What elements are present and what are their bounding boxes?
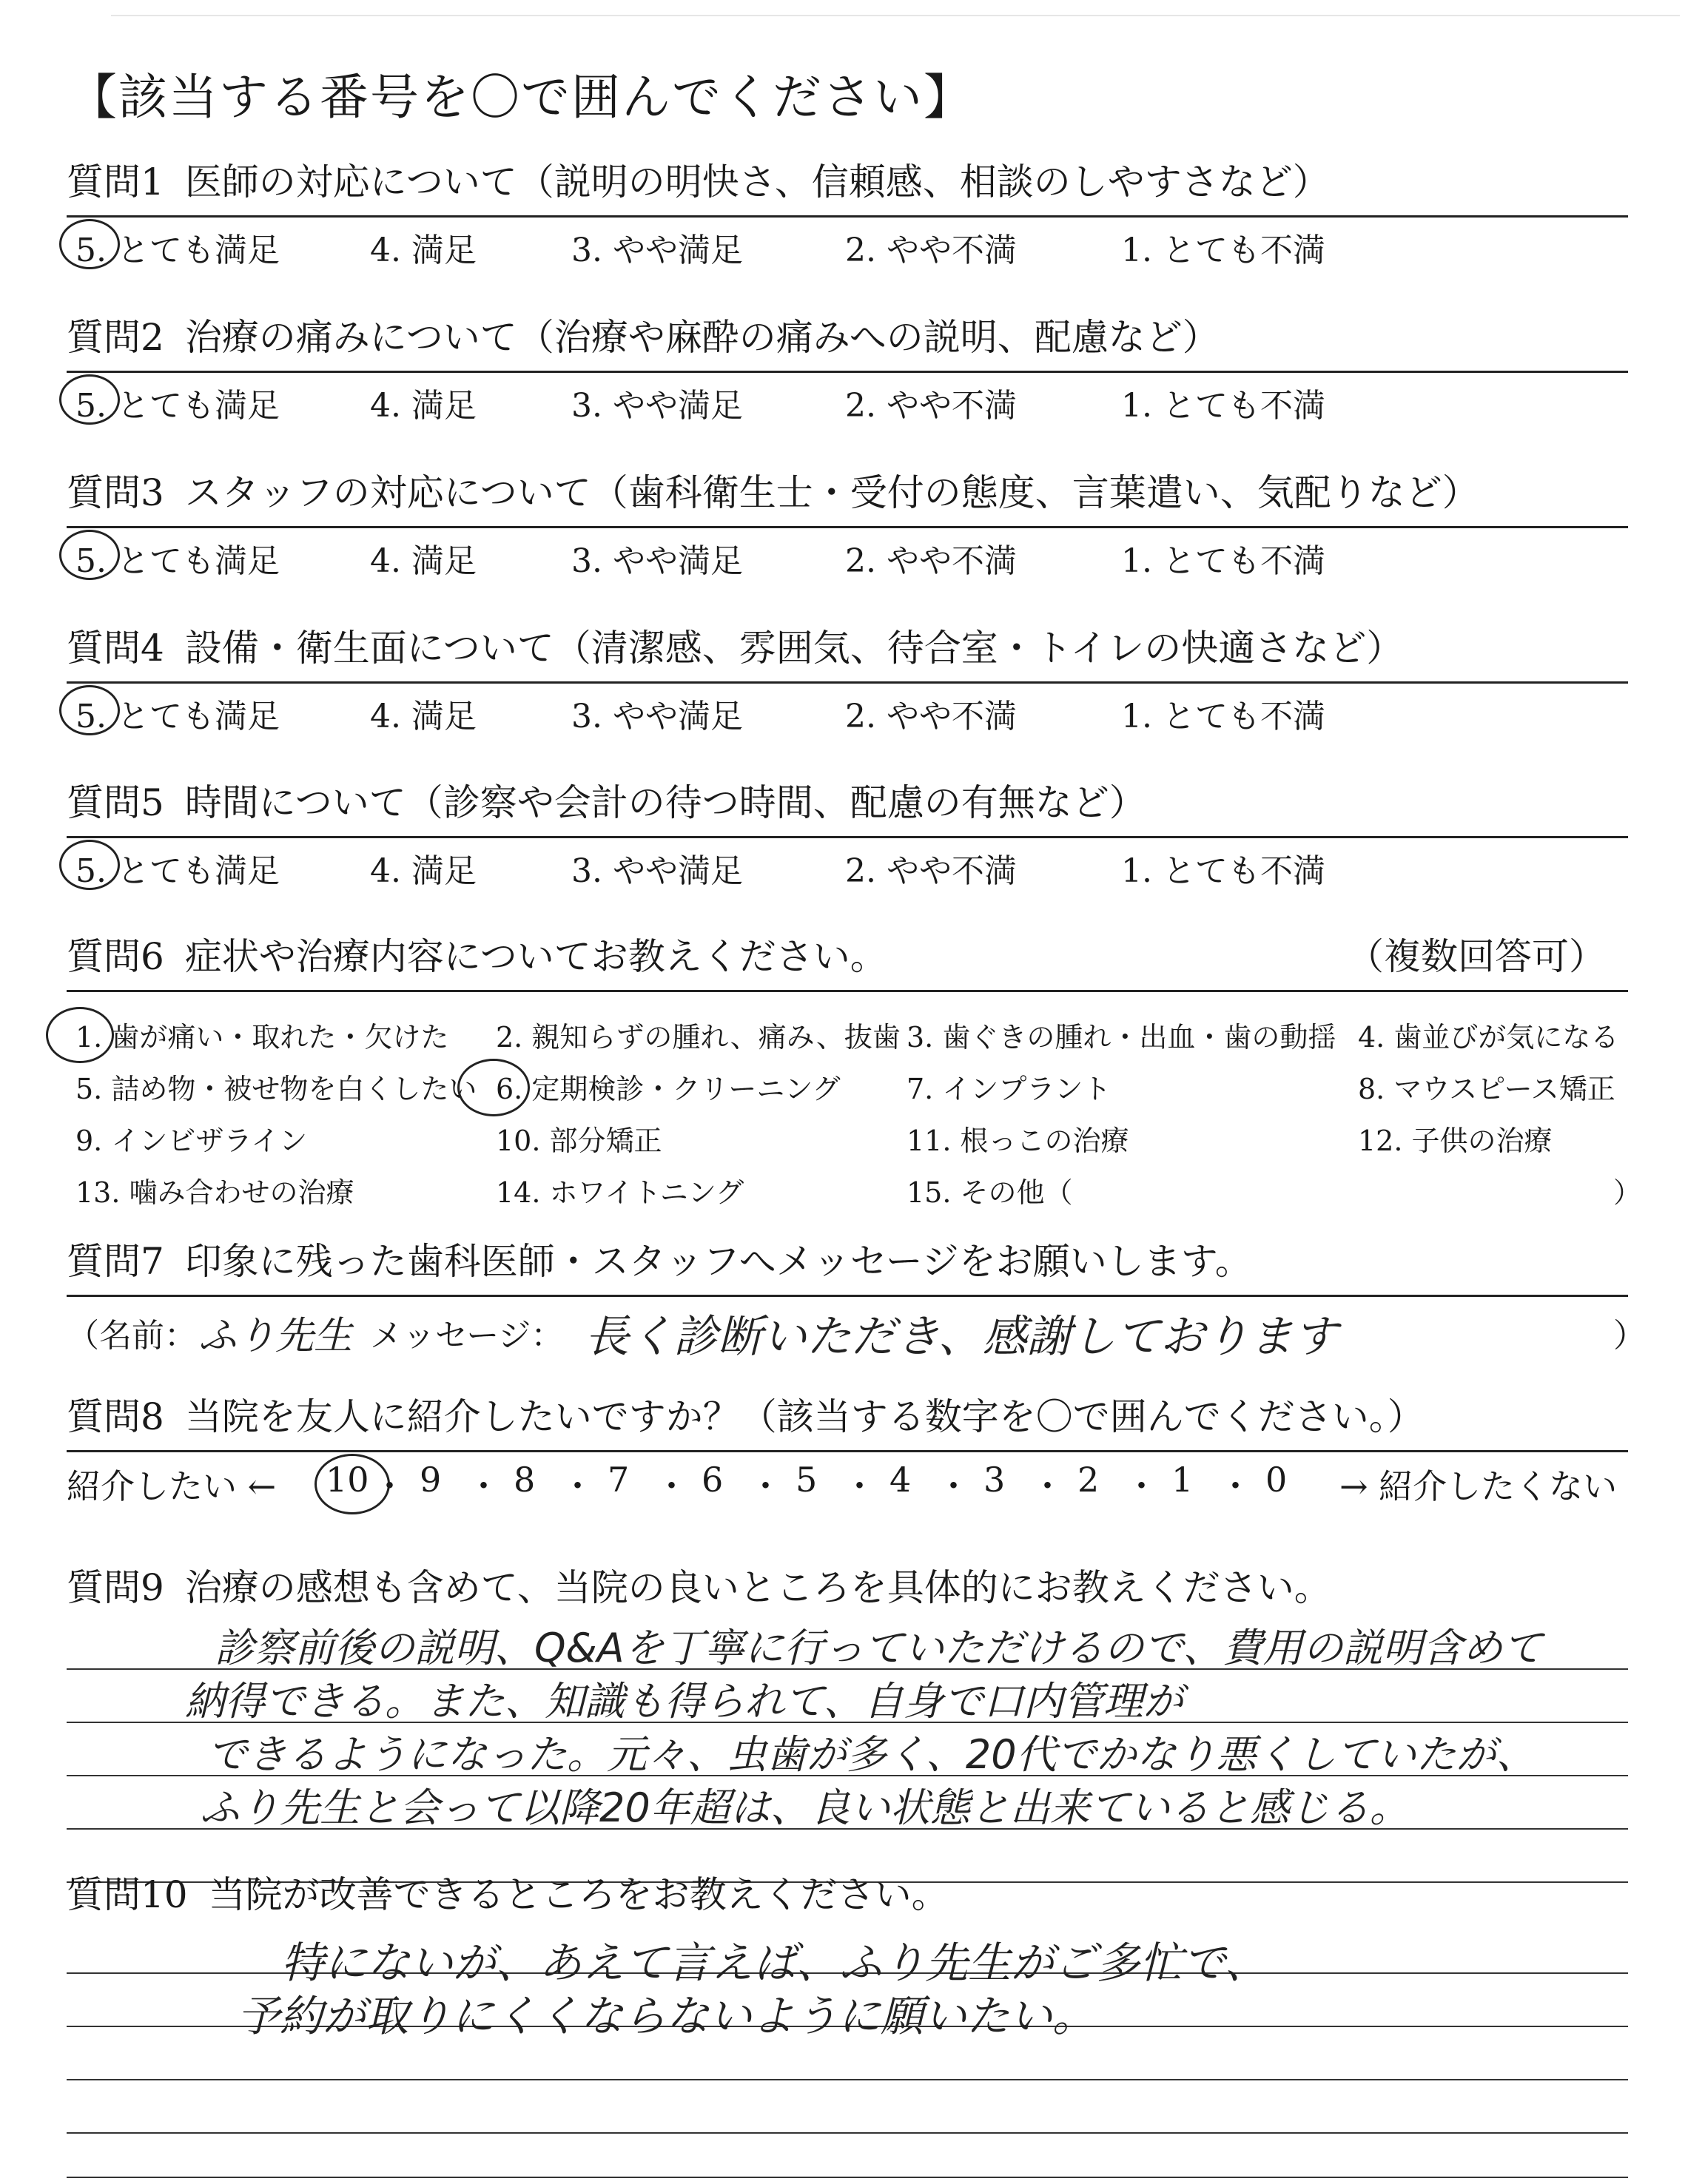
rating-option-5[interactable]: 5. とても満足 (75, 698, 280, 735)
question-9 (67, 1565, 1628, 1877)
rating-option-5[interactable]: 5. とても満足 (75, 232, 280, 269)
treatment-option-3[interactable]: 3. 歯ぐきの腫れ・出血・歯の動揺 (907, 1021, 1336, 1054)
rating-option-1[interactable]: 1. とても不満 (1121, 698, 1325, 735)
question-7 (67, 1238, 1646, 1363)
treatment-option-1[interactable]: 1. 歯が痛い・取れた・欠けた (75, 1021, 449, 1054)
rating-option-1[interactable]: 1. とても不満 (1121, 852, 1325, 890)
question-text: 当院を友人に紹介したいですか？（該当する数字を〇で囲んでください。） (184, 1395, 1425, 1438)
rating-options (67, 373, 1628, 425)
message-value[interactable]: 長く診断いただき、感謝しております (585, 1311, 1338, 1363)
rating-options (67, 684, 1628, 735)
scale-value-7[interactable]: 7 (608, 1460, 630, 1500)
question-number: 質問5 (67, 781, 164, 824)
rating-options (67, 528, 1628, 580)
other-close-paren: ） (1613, 1176, 1642, 1209)
recommend-left-label: 紹介したい ← (67, 1466, 277, 1506)
answer-area[interactable] (67, 1918, 1628, 2184)
multiple-answer-note: （複数回答可） (1347, 935, 1606, 978)
writing-line (67, 2132, 1628, 2134)
answer-line-1: 特にないが、あえて言えば、ふり先生がご多忙で、 (281, 1938, 1268, 1988)
rating-option-4[interactable]: 4. 満足 (370, 387, 477, 425)
scale-value-5[interactable]: 5 (796, 1460, 818, 1500)
scale-separator: ・ (1218, 1466, 1253, 1506)
answer-line-3: できるようになった。元々、虫歯が多く、20代でかなり悪くしていたが、 (207, 1731, 1536, 1778)
answer-line-2: 納得できる。また、知識も得られて、自身で口内管理が (185, 1678, 1183, 1725)
rating-option-3[interactable]: 3. やや満足 (571, 232, 743, 269)
rating-option-2[interactable]: 2. やや不満 (845, 698, 1017, 735)
treatment-option-15[interactable]: 15. その他（ (907, 1176, 1073, 1209)
scale-value-4[interactable]: 4 (890, 1460, 912, 1500)
question-6 (67, 934, 1642, 1214)
scale-value-0[interactable]: 0 (1265, 1460, 1288, 1500)
treatment-option-4[interactable]: 4. 歯並びが気になる (1358, 1021, 1619, 1054)
question-number: 質問8 (67, 1395, 164, 1438)
scale-separator: ・ (1124, 1466, 1159, 1506)
question-text: 症状や治療内容についてお教えください。 (184, 935, 887, 978)
rating-option-4[interactable]: 4. 満足 (370, 698, 477, 735)
treatment-option-12[interactable]: 12. 子供の治療 (1358, 1125, 1553, 1157)
scale-value-8[interactable]: 8 (514, 1460, 536, 1500)
message-label: メッセージ： (370, 1317, 564, 1355)
scale-separator: ・ (654, 1466, 689, 1506)
question-number: 質問7 (67, 1240, 164, 1283)
rating-option-4[interactable]: 4. 満足 (370, 232, 477, 269)
writing-line (67, 2177, 1628, 2178)
treatment-option-2[interactable]: 2. 親知らずの腫れ、痛み、抜歯 (496, 1021, 901, 1054)
question-text: 医師の対応について（説明の明快さ、信頼感、相談のしやすさなど） (184, 161, 1330, 203)
question-text: 当院が改善できるところをお教えください。 (208, 1873, 949, 1916)
treatment-option-5[interactable]: 5. 詰め物・被せ物を白くしたい (75, 1073, 477, 1105)
question-number: 質問9 (67, 1566, 164, 1609)
question-number: 質問10 (67, 1873, 188, 1916)
rating-option-1[interactable]: 1. とても不満 (1121, 232, 1325, 269)
rating-option-5[interactable]: 5. とても満足 (75, 542, 280, 580)
scale-value-9[interactable]: 9 (420, 1460, 442, 1500)
question-text: スタッフの対応について（歯科衛生士・受付の態度、言葉遣い、気配りなど） (184, 471, 1479, 514)
question-10 (67, 1872, 1628, 2184)
question-text: 治療の感想も含めて、当院の良いところを具体的にお教えください。 (184, 1566, 1331, 1609)
question-text: 印象に残った歯科医師・スタッフへメッセージをお願いします。 (184, 1240, 1252, 1283)
rating-option-2[interactable]: 2. やや不満 (845, 232, 1017, 269)
rating-option-2[interactable]: 2. やや不満 (845, 542, 1017, 580)
rating-option-1[interactable]: 1. とても不満 (1121, 542, 1325, 580)
treatment-option-13[interactable]: 13. 噛み合わせの治療 (75, 1176, 354, 1209)
recommend-right-label: → 紹介したくない (1339, 1466, 1618, 1506)
question-number: 質問2 (67, 316, 164, 359)
question-text: 時間について（診察や会計の待つ時間、配慮の有無など） (184, 781, 1146, 824)
rating-option-5[interactable]: 5. とても満足 (75, 852, 280, 890)
rating-option-2[interactable]: 2. やや不満 (845, 852, 1017, 890)
answer-area[interactable] (67, 1611, 1628, 1877)
rating-option-4[interactable]: 4. 満足 (370, 542, 477, 580)
answer-line-2: 予約が取りにくくならないように願いたい。 (237, 1991, 1096, 2041)
rating-option-4[interactable]: 4. 満足 (370, 852, 477, 890)
answer-line-1: 診察前後の説明、Q&Aを丁寧に行っていただけるので、費用の説明含めて (215, 1625, 1543, 1671)
treatment-option-9[interactable]: 9. インビザライン (75, 1125, 308, 1157)
page-header: 【該当する番号を〇で囲んでください】 (68, 69, 974, 126)
question-number: 質問4 (67, 627, 164, 670)
rating-option-1[interactable]: 1. とても不満 (1121, 387, 1325, 425)
treatment-option-10[interactable]: 10. 部分矯正 (496, 1125, 662, 1157)
rating-option-2[interactable]: 2. やや不満 (845, 387, 1017, 425)
scale-separator: ・ (842, 1466, 877, 1506)
name-label: （名前： (67, 1317, 197, 1355)
rating-option-5[interactable]: 5. とても満足 (75, 387, 280, 425)
question-number: 質問3 (67, 471, 164, 514)
question-text: 治療の痛みについて（治療や麻酔の痛みへの説明、配慮など） (184, 316, 1220, 359)
question-text: 設備・衛生面について（清潔感、雰囲気、待合室・トイレの快適さなど） (184, 627, 1404, 670)
scale-value-6[interactable]: 6 (702, 1460, 724, 1500)
rating-option-3[interactable]: 3. やや満足 (571, 387, 743, 425)
question-number: 質問1 (67, 161, 164, 203)
treatment-option-6[interactable]: 6. 定期検診・クリーニング (496, 1073, 841, 1105)
question-number: 質問6 (67, 935, 164, 978)
question-3 (67, 470, 1628, 580)
scale-value-1[interactable]: 1 (1171, 1460, 1194, 1500)
question-5 (67, 780, 1628, 890)
message-close-paren: ） (1613, 1317, 1646, 1355)
name-value[interactable]: ふり先生 (198, 1314, 353, 1358)
scale-separator: ・ (936, 1466, 971, 1506)
question-1 (67, 159, 1628, 269)
scale-separator: ・ (372, 1466, 407, 1506)
question-4 (67, 625, 1628, 735)
scale-value-3[interactable]: 3 (983, 1460, 1006, 1500)
scale-separator: ・ (748, 1466, 783, 1506)
rating-option-3[interactable]: 3. やや満足 (571, 698, 743, 735)
scale-value-10[interactable]: 10 (326, 1460, 369, 1500)
scale-separator: ・ (1030, 1466, 1065, 1506)
top-border (111, 15, 1680, 16)
scale-value-2[interactable]: 2 (1077, 1460, 1100, 1500)
rating-options (67, 838, 1628, 890)
rating-options (67, 218, 1628, 269)
answer-line-4: ふり先生と会って以降20年超は、良い状態と出来ていると感じる。 (200, 1784, 1410, 1831)
recommend-scale (67, 1452, 1628, 1511)
treatment-options (67, 992, 1642, 1214)
treatment-option-14[interactable]: 14. ホワイトニング (496, 1176, 744, 1209)
question-2 (67, 314, 1628, 425)
question-8 (67, 1394, 1628, 1511)
treatment-option-8[interactable]: 8. マウスピース矯正 (1358, 1073, 1615, 1105)
writing-line (67, 2079, 1628, 2080)
treatment-option-7[interactable]: 7. インプラント (907, 1073, 1112, 1105)
scale-separator: ・ (466, 1466, 501, 1506)
treatment-option-11[interactable]: 11. 根っこの治療 (907, 1125, 1129, 1157)
scale-separator: ・ (560, 1466, 595, 1506)
rating-option-3[interactable]: 3. やや満足 (571, 542, 743, 580)
rating-option-3[interactable]: 3. やや満足 (571, 852, 743, 890)
